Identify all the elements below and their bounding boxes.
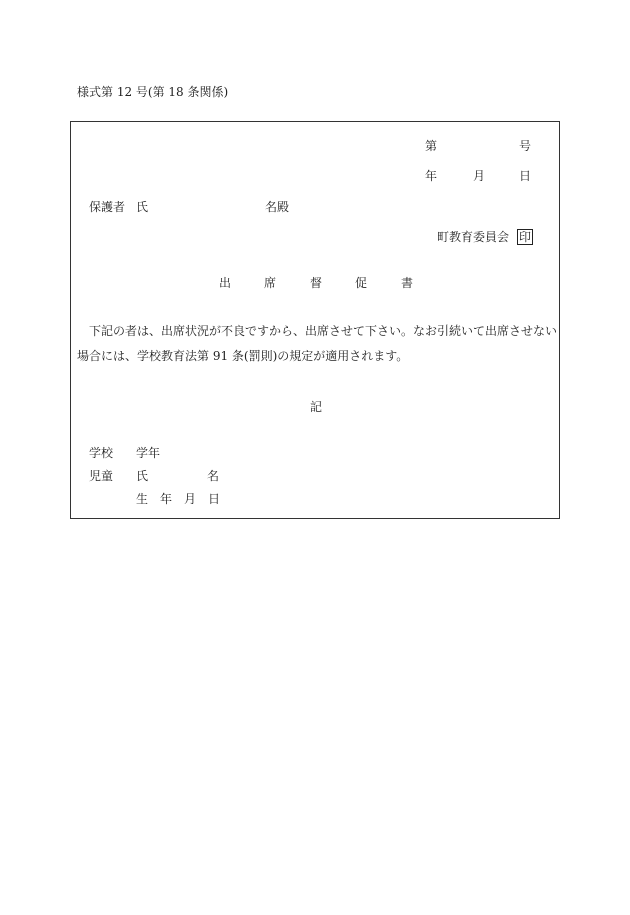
- date-year: 年: [425, 169, 438, 183]
- birth-sei: 生: [136, 492, 149, 506]
- notice-body-text: 下記の者は、出席状況が不良ですから、出席させて下さい。なお引続いて出席させない場合には、学校教育法第 91 条(罰則)の規定が適用されます。: [77, 324, 558, 363]
- child-label: 児童: [89, 469, 114, 483]
- child-name-second: 名: [207, 469, 220, 483]
- issuer-line: [437, 228, 533, 245]
- issuer-name: 町教育委員会: [437, 230, 510, 244]
- date-month: 月: [473, 169, 486, 183]
- recipient-role: 保護者: [89, 200, 126, 214]
- birth-day: 日: [208, 492, 221, 506]
- ki-heading: 記: [310, 400, 323, 414]
- birth-month: 月: [184, 492, 197, 506]
- recipient-name-label: 氏: [136, 200, 149, 214]
- number-prefix: 第: [425, 139, 438, 153]
- title-char-3: 督: [310, 276, 323, 290]
- title-char-2: 席: [264, 276, 277, 290]
- title-char-5: 書: [401, 276, 414, 290]
- title-char-1: 出: [219, 276, 232, 290]
- recipient-honorific: 名殿: [265, 200, 290, 214]
- birth-year: 年: [160, 492, 173, 506]
- date-day: 日: [519, 169, 532, 183]
- form-number-label: 様式第 12 号(第 18 条関係): [77, 85, 229, 99]
- title-char-4: 促: [355, 276, 368, 290]
- child-name-first: 氏: [136, 469, 149, 483]
- number-suffix: 号: [519, 139, 532, 153]
- grade-label: 学年: [136, 446, 161, 460]
- seal-stamp: 印: [519, 230, 532, 244]
- school-label: 学校: [89, 446, 114, 460]
